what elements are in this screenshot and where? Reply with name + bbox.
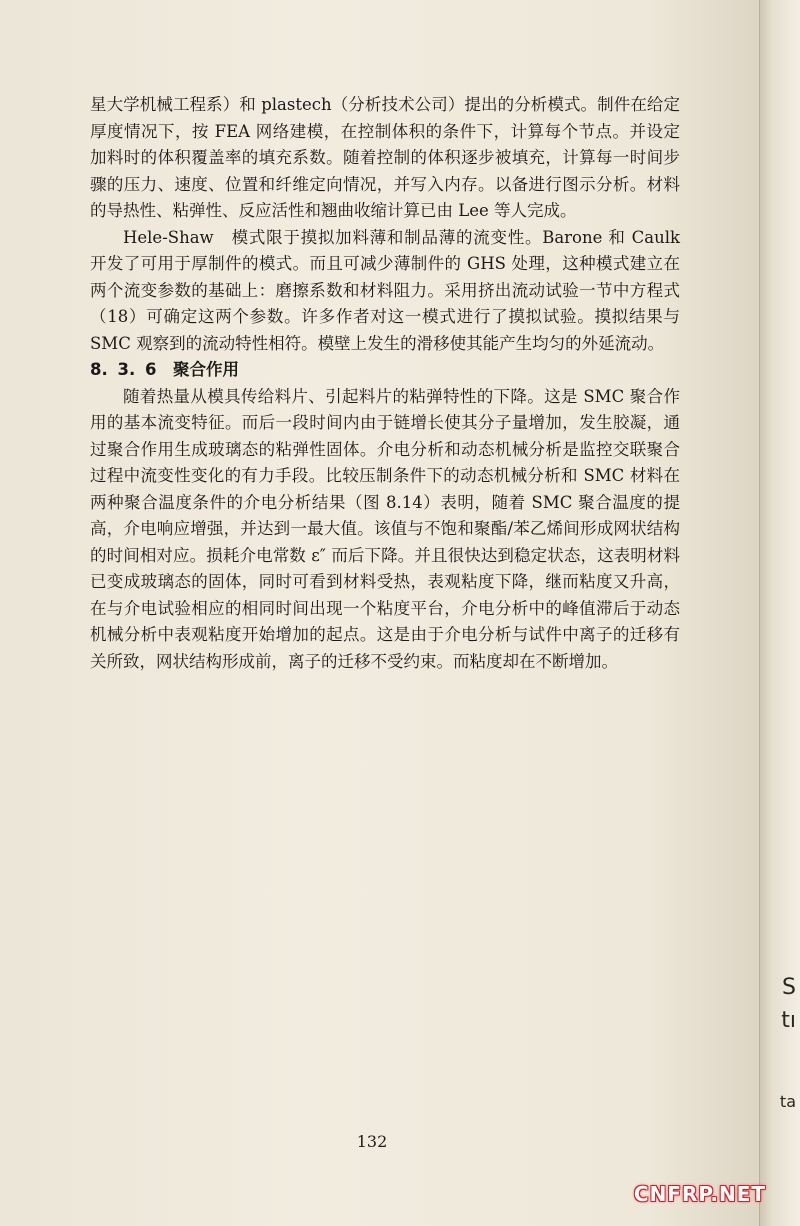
paragraph-hele-shaw: Hele-Shaw 模式限于摸拟加料薄和制品薄的流变性。Barone 和 Caulk 开发了可用于厚制件的模式。而且可减少薄制件的 GHS 处理，这种模式建立在两个流变参数的基础上：磨擦系数和材料阻力。采用挤出流动试验一节中方程式（18）可确定这两个参数。许多作者对这一模式进行了摸拟试验。摸拟结果与 SMC 观察到的流动特性相符。模壁上发生的滑移使其能产生均匀的外延流动。 [90, 227, 680, 353]
edge-fragment: S [782, 975, 796, 1000]
page-number: 132 [356, 1132, 388, 1151]
section-heading: 8. 3. 6 聚合作用 [90, 360, 239, 379]
page-body [90, 92, 680, 675]
edge-fragment: tı [781, 1008, 796, 1033]
edge-fragment: ta [779, 1092, 796, 1111]
paragraph-analysis-model: 星大学机械工程系）和 plastech（分析技术公司）提出的分析模式。制件在给定厚度情况下，按 FEA 网络建模，在控制体积的条件下，计算每个节点。并设定加料时的体积覆盖率的填充系数。随着控制的体积逐步被填充，计算每一时间步骤的压力、速度、位置和纤维定向情况，并写入内存。以备进行图示分析。材料的导热性、粘弹性、反应活性和翘曲收缩计算已由 Lee 等人完成。 [90, 95, 680, 220]
site-watermark-logo: CNFRP.NET [633, 1182, 766, 1206]
paragraph-polymerization: 随着热量从模具传给料片、引起料片的粘弹特性的下降。这是 SMC 聚合作用的基本流变特征。而后一段时间内由于链增长使其分子量增加，发生胶凝，通过聚合作用生成玻璃态的粘弹性固体。介电分析和动态机械分析是监控交联聚合过程中流变性变化的有力手段。比较压制条件下的动态机械分析和 SMC 材料在两种聚合温度条件的介电分析结果（图 8.14）表明，随着 SMC 聚合温度的提高，介电响应增强，并达到一最大值。该值与不饱和聚酯/苯乙烯间形成网状结构的时间相对应。损耗介电常数 ε″ 而后下降。并且很快达到稳定状态，这表明材料已变成玻璃态的固体，同时可看到材料受热，表观粘度下降，继而粘度又升高，在与介电试验相应的相同时间出现一个粘度平台，介电分析中的峰值滞后于动态机械分析中表观粘度开始增加的起点。这是由于介电分析与试件中离子的迁移有关所致，网状结构形成前，离子的迁移不受约束。而粘度却在不断增加。 [90, 386, 680, 671]
adjacent-page-edge [759, 0, 800, 1226]
